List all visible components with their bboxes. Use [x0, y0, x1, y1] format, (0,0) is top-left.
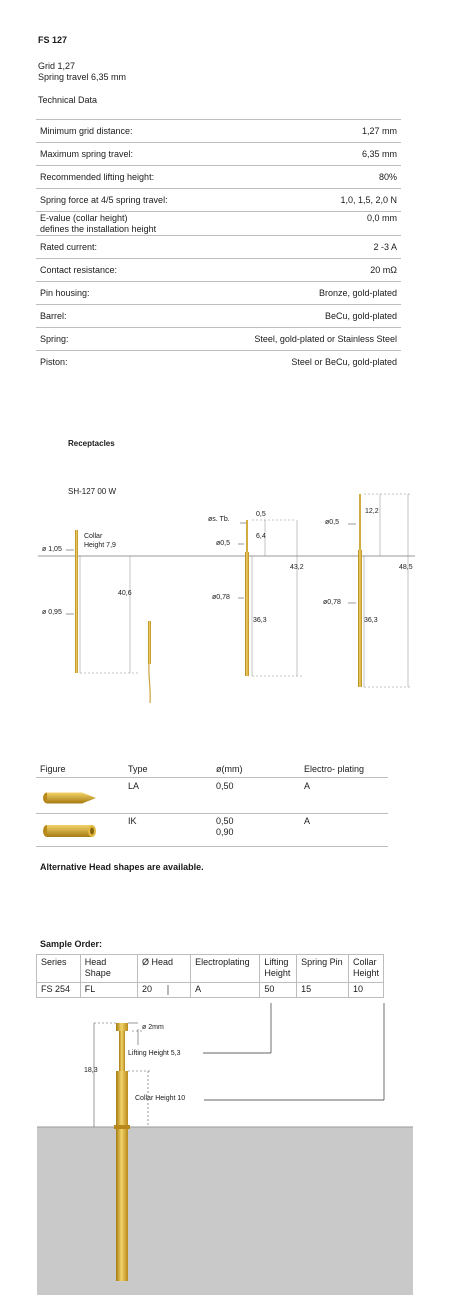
label-d05b: ø0,5: [325, 519, 340, 526]
pin-wire: [149, 664, 150, 703]
col-figure: Figure: [40, 764, 66, 774]
row-value: Steel, gold-plated or Stainless Steel: [254, 334, 397, 344]
table-row: [36, 166, 401, 189]
row-label: Recommended lifting height:: [40, 172, 155, 182]
diameter-value-2: 0,90: [216, 827, 234, 837]
row-value: 1,27 mm: [361, 126, 397, 136]
label-363b: 36,3: [364, 617, 378, 624]
type-value: LA: [128, 781, 140, 791]
label-d105: ø 1,05: [42, 546, 62, 553]
receptacle-3-barrel: [358, 550, 362, 687]
table-row: [36, 236, 401, 259]
row-value: Steel or BeCu, gold-plated: [291, 357, 397, 367]
diameter-value: 0,50: [216, 816, 234, 826]
receptacle-drawing: [0, 490, 450, 715]
row-label-line2: defines the installation height: [40, 224, 157, 234]
cell-electroplating: A: [191, 983, 260, 998]
ground-plate: [37, 1127, 413, 1295]
row-label: Barrel:: [40, 311, 67, 321]
label-2mm: ø 2mm: [142, 1024, 164, 1031]
pin-collar: [114, 1125, 130, 1129]
table-row: [36, 259, 401, 282]
row-label: Maximum spring travel:: [40, 149, 134, 159]
pin-barrel: [116, 1071, 128, 1281]
table-row: [36, 780, 388, 814]
label-d078b: ø0,78: [323, 599, 341, 606]
cell-head-diameter: 20: [137, 983, 190, 998]
table-row: [36, 282, 401, 305]
receptacles-title: Receptacles: [68, 439, 115, 448]
row-label: Minimum grid distance:: [40, 126, 133, 136]
label-d095: ø 0,95: [42, 609, 62, 616]
label-406: 40,6: [118, 590, 132, 597]
section-title: Technical Data: [38, 95, 98, 105]
receptacle-1: [75, 530, 78, 673]
label-485: 48,5: [399, 564, 413, 571]
label-collar-height: Collar Height 10: [135, 1095, 186, 1102]
receptacle-model: SH-127 00 W: [68, 487, 117, 496]
plating-value: A: [304, 816, 311, 826]
head-shapes-note: Alternative Head shapes are available.: [40, 862, 204, 872]
row-value: BeCu, gold-plated: [324, 311, 397, 321]
cell-lifting-height: 50: [260, 983, 297, 998]
row-value: 80%: [378, 172, 397, 182]
label-collar-2: Height 7,9: [84, 542, 116, 549]
table-row: [36, 143, 401, 166]
receptacle-2-barrel: [245, 552, 249, 676]
row-label-line1: E-value (collar height): [40, 213, 128, 223]
row-value: 6,35 mm: [361, 149, 397, 159]
header-cell: Electroplating: [191, 955, 260, 983]
header-cell: Lifting Height: [260, 955, 297, 983]
label-d078a: ø0,78: [212, 594, 230, 601]
row-label: Piston:: [40, 357, 68, 367]
grid-text: Grid 1,27: [38, 61, 76, 71]
header-cell: Collar Height: [348, 955, 383, 983]
label-64: 6,4: [256, 533, 266, 540]
label-ostb: øs. Tb.: [208, 516, 230, 523]
label-183: 18,3: [84, 1067, 98, 1074]
label-d05a: ø0,5: [216, 540, 231, 547]
technical-data-table: [36, 119, 401, 374]
table-row: [36, 189, 401, 212]
pin-head: [116, 1023, 128, 1031]
label-collar-1: Collar: [84, 533, 103, 540]
table-row: [36, 120, 401, 143]
plating-value: A: [304, 781, 311, 791]
row-value: 2 -3 A: [373, 242, 397, 252]
row-value: 20 mΩ: [370, 265, 397, 275]
product-title: FS 127: [38, 35, 68, 45]
row-value: 1,0, 1,5, 2,0 N: [340, 195, 397, 205]
table-row: [36, 212, 401, 236]
table-row: [36, 351, 401, 374]
table-row: [36, 328, 401, 351]
row-label: [40, 213, 156, 235]
header-cell: Series: [37, 955, 81, 983]
col-diameter: ø(mm): [216, 764, 243, 774]
header-cell: Head Shape: [80, 955, 137, 983]
table-row: [36, 305, 401, 328]
sample-order-drawing: [0, 985, 450, 1295]
table-row: [36, 815, 388, 847]
row-label: Spring:: [40, 334, 69, 344]
receptacle-2-piston: [246, 520, 248, 556]
cell-head-shape: FL: [80, 983, 137, 998]
cell-collar-height: 10: [348, 983, 383, 998]
row-label: Pin housing:: [40, 288, 90, 298]
type-value: IK: [128, 816, 137, 826]
label-05a: 0,5: [256, 511, 266, 518]
sample-order-title: Sample Order:: [40, 939, 103, 949]
header-cell: Ø Head: [137, 955, 190, 983]
row-value: Bronze, gold-plated: [318, 288, 397, 298]
head-la-icon: [42, 791, 98, 805]
diameter-value: 0,50: [216, 781, 234, 791]
cell-spring-pin: 15: [297, 983, 349, 998]
col-plating: Electro- plating: [304, 764, 365, 774]
receptacle-3-piston: [359, 494, 361, 556]
head-ik-icon: [42, 824, 98, 838]
figure-table-header: [36, 764, 388, 778]
row-label: Rated current:: [40, 242, 98, 252]
row-label: Contact resistance:: [40, 265, 118, 275]
pin-piston: [119, 1031, 125, 1073]
label-432: 43,2: [290, 564, 304, 571]
cell-series: FS 254: [37, 983, 81, 998]
detached-pin: [148, 621, 151, 664]
row-value: 0,0 mm: [366, 213, 397, 223]
row-label: Spring force at 4/5 spring travel:: [40, 195, 168, 205]
header-cell: Spring Pin: [297, 955, 349, 983]
label-122: 12,2: [365, 508, 379, 515]
col-type: Type: [128, 764, 148, 774]
label-lifting-height: Lifting Height 5,3: [128, 1050, 181, 1057]
spring-travel-text: Spring travel 6,35 mm: [38, 72, 127, 82]
label-363a: 36,3: [253, 617, 267, 624]
table-header-row: [37, 955, 384, 983]
